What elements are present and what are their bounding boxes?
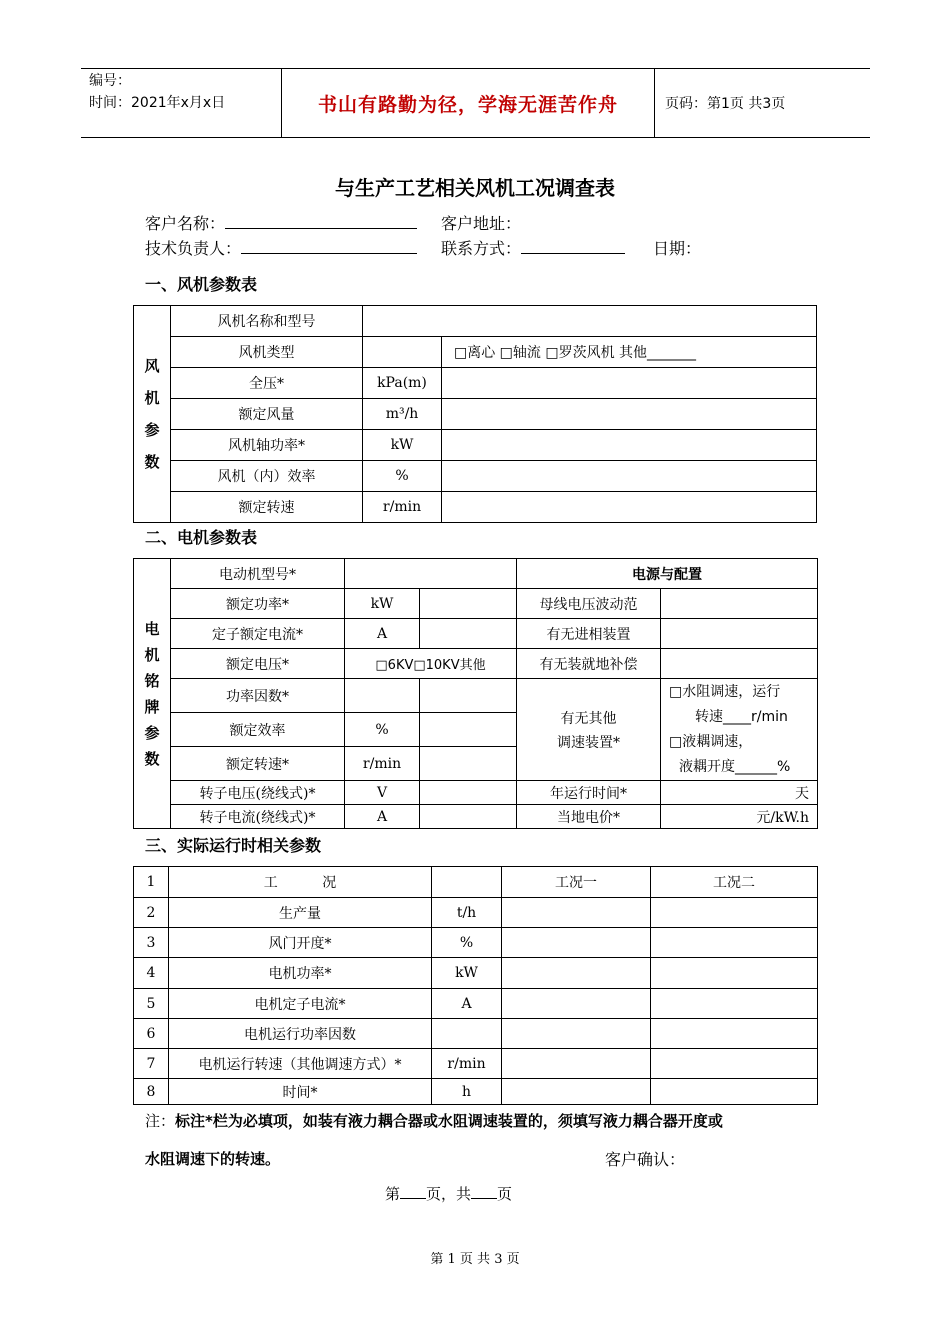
motor-speed-unit: r/min [345,747,420,781]
local-compensation-label: 有无装就地补偿 [517,649,661,679]
speed-device-label [517,679,661,781]
date-label: 日期： [653,239,702,258]
side-char: 参 [144,723,160,742]
customer-name-label: 客户名称： [145,214,226,233]
page-footer: 第 1 页 共 3 页 [430,1252,520,1267]
customer-address-label: 客户地址： [441,214,522,233]
rated-power-value[interactable] [420,589,517,619]
section3-heading: 三、实际运行时相关参数 [145,836,322,855]
rotor-voltage-value[interactable] [420,781,517,805]
water-resistance-option[interactable]: □水阻调速，运行 [669,683,781,700]
condition-one-cell[interactable] [502,1079,651,1105]
row-label: 电机运行转速（其他调速方式）* [169,1049,432,1079]
row-label: 电机定子电流* [169,989,432,1019]
power-factor-label: 功率因数* [171,679,345,713]
shaft-power-unit: kW [363,430,442,461]
speed-device-options[interactable] [661,679,818,781]
customer-name-blank[interactable] [225,214,417,229]
speed-device-label-2: 调速装置* [557,734,620,751]
fan-speed-unit: r/min [363,492,442,523]
section2-side-label [134,559,171,829]
rated-power-unit: kW [345,589,420,619]
rated-airflow-label: 额定风量 [171,399,363,430]
fan-efficiency-value[interactable] [442,461,817,492]
condition-two-header: 工况二 [651,867,818,898]
note-prefix: 注： [145,1112,176,1130]
side-char: 机 [144,645,160,664]
fan-efficiency-unit: % [363,461,442,492]
note-text-2: 水阻调速下的转速。 [145,1150,281,1168]
contact-label: 联系方式： [441,239,522,258]
row-label: 电机运行功率因数 [169,1019,432,1049]
rated-efficiency-value[interactable] [420,713,517,747]
row-number: 1 [134,867,169,898]
speed-device-label-1: 有无其他 [560,710,617,727]
fan-speed-label: 额定转速 [171,492,363,523]
fan-type-options[interactable]: □离心 □轴流 □罗茨风机 其他_______ [442,337,817,368]
fan-efficiency-label: 风机（内）效率 [171,461,363,492]
condition-one-cell[interactable] [502,1049,651,1079]
motor-speed-label: 额定转速* [171,747,345,781]
shaft-power-value[interactable] [442,430,817,461]
page-suffix: 页 [497,1185,513,1203]
fan-name-label: 风机名称和型号 [171,306,363,337]
row-unit: kW [432,958,502,989]
power-factor-value[interactable] [420,679,517,713]
note-line-1 [145,1110,723,1131]
section2-heading: 二、电机参数表 [145,528,258,547]
row-label: 电机功率* [169,958,432,989]
stator-current-unit: A [345,619,420,649]
condition-two-cell[interactable] [651,958,818,989]
rated-power-label: 额定功率* [171,589,345,619]
condition-one-cell[interactable] [502,958,651,989]
fan-type-label: 风机类型 [171,337,363,368]
note-text-1: 标注*栏为必填项，如装有液力耦合器或水阻调速装置的，须填写液力耦合器开度或 [175,1112,723,1130]
total-pressure-value[interactable] [442,368,817,399]
electricity-price-value[interactable]: 元/kW.h [661,805,818,829]
rated-efficiency-unit: % [345,713,420,747]
total-blank[interactable] [471,1185,497,1199]
row-number: 6 [134,1019,169,1049]
section1-heading: 一、风机参数表 [145,275,258,294]
fluid-coupling-opening[interactable]: 液耦开度______% [679,758,791,775]
power-factor-unit [345,679,420,713]
motor-parameter-table [133,558,818,829]
shaft-power-label: 风机轴功率* [171,430,363,461]
stator-current-label: 定子额定电流* [171,619,345,649]
condition-two-cell[interactable] [651,1079,818,1105]
annual-runtime-value[interactable]: 天 [661,781,818,805]
condition-one-cell[interactable] [502,1019,651,1049]
runtime-parameter-table [133,866,818,1105]
condition-header: 工 况 [169,867,432,898]
electricity-price-label: 当地电价* [517,805,661,829]
motto-text: 书山有路勤为径，学海无涯苦作舟 [317,93,618,116]
time-label: 时间：2021年x月x日 [89,95,226,111]
row-number: 8 [134,1079,169,1105]
annual-runtime-label: 年运行时间* [517,781,661,805]
row-number: 5 [134,989,169,1019]
fluid-coupling-option[interactable]: □液耦调速， [669,733,753,750]
page-info: 页码：第1页 共3页 [665,96,786,112]
rotor-voltage-unit: V [345,781,420,805]
side-char: 机 [144,389,160,407]
row-number: 4 [134,958,169,989]
total-pressure-unit: kPa(m) [363,368,442,399]
condition-two-cell[interactable] [651,989,818,1019]
rotor-current-unit: A [345,805,420,829]
document-header [81,68,870,138]
power-config-header: 电源与配置 [517,559,818,589]
motor-model-value[interactable] [345,559,517,589]
tech-person-field [145,236,417,259]
customer-name-field [145,211,417,234]
side-char: 铭 [144,671,160,690]
condition-two-cell[interactable] [651,898,818,928]
side-char: 风 [144,357,160,375]
row-unit: A [432,989,502,1019]
rated-voltage-label: 额定电压* [171,649,345,679]
header-left [81,69,281,137]
page-count-line [385,1183,512,1204]
page-blank[interactable] [400,1185,426,1199]
condition-one-cell[interactable] [502,928,651,958]
condition-one-cell[interactable] [502,989,651,1019]
rotor-current-value[interactable] [420,805,517,829]
rotor-voltage-label: 转子电压(绕线式)* [171,781,345,805]
fan-parameter-table [133,305,817,523]
bus-voltage-value[interactable] [661,589,818,619]
page-title: 与生产工艺相关风机工况调查表 [335,176,615,200]
side-char: 电 [144,619,160,638]
phase-advancer-label: 有无进相装置 [517,619,661,649]
total-pressure-label: 全压* [171,368,363,399]
row-unit [432,1019,502,1049]
page-mid: 页，共 [426,1185,472,1203]
side-char: 牌 [144,697,160,716]
phase-advancer-value[interactable] [661,619,818,649]
rated-efficiency-label: 额定效率 [171,713,345,747]
row-number: 2 [134,898,169,928]
row-number: 3 [134,928,169,958]
rated-voltage-options[interactable]: □6KV□10KV其他 [345,649,517,679]
row-unit: r/min [432,1049,502,1079]
rated-airflow-value[interactable] [442,399,817,430]
row-number: 7 [134,1049,169,1079]
row-unit: t/h [432,898,502,928]
condition-one-header: 工况一 [502,867,651,898]
motor-speed-value[interactable] [420,747,517,781]
customer-confirm-label: 客户确认： [605,1150,686,1169]
row-label: 时间* [169,1079,432,1105]
section1-side-label [134,306,171,523]
stator-current-value[interactable] [420,619,517,649]
motor-model-label: 电动机型号* [171,559,345,589]
water-speed-blank[interactable]: 转速____r/min [695,708,788,725]
number-label: 编号： [89,73,131,89]
local-compensation-value[interactable] [661,649,818,679]
condition-two-cell[interactable] [651,1049,818,1079]
tech-person-label: 技术负责人： [145,239,242,258]
side-char: 参 [144,421,160,439]
unit-header [432,867,502,898]
fan-type-unit [363,337,442,368]
page-prefix: 第 [385,1185,401,1203]
row-label: 风门开度* [169,928,432,958]
bus-voltage-label: 母线电压波动范 [517,589,661,619]
header-center [281,69,655,137]
row-unit: h [432,1079,502,1105]
condition-two-cell[interactable] [651,1019,818,1049]
side-char: 数 [144,749,160,768]
condition-one-cell[interactable] [502,898,651,928]
condition-two-cell[interactable] [651,928,818,958]
rotor-current-label: 转子电流(绕线式)* [171,805,345,829]
contact-blank[interactable] [521,239,625,254]
row-unit: % [432,928,502,958]
side-char: 数 [144,453,160,471]
fan-speed-value[interactable] [442,492,817,523]
fan-name-value[interactable] [363,306,817,337]
row-label: 生产量 [169,898,432,928]
rated-airflow-unit: m³/h [363,399,442,430]
contact-field [441,236,625,259]
tech-person-blank[interactable] [241,239,417,254]
